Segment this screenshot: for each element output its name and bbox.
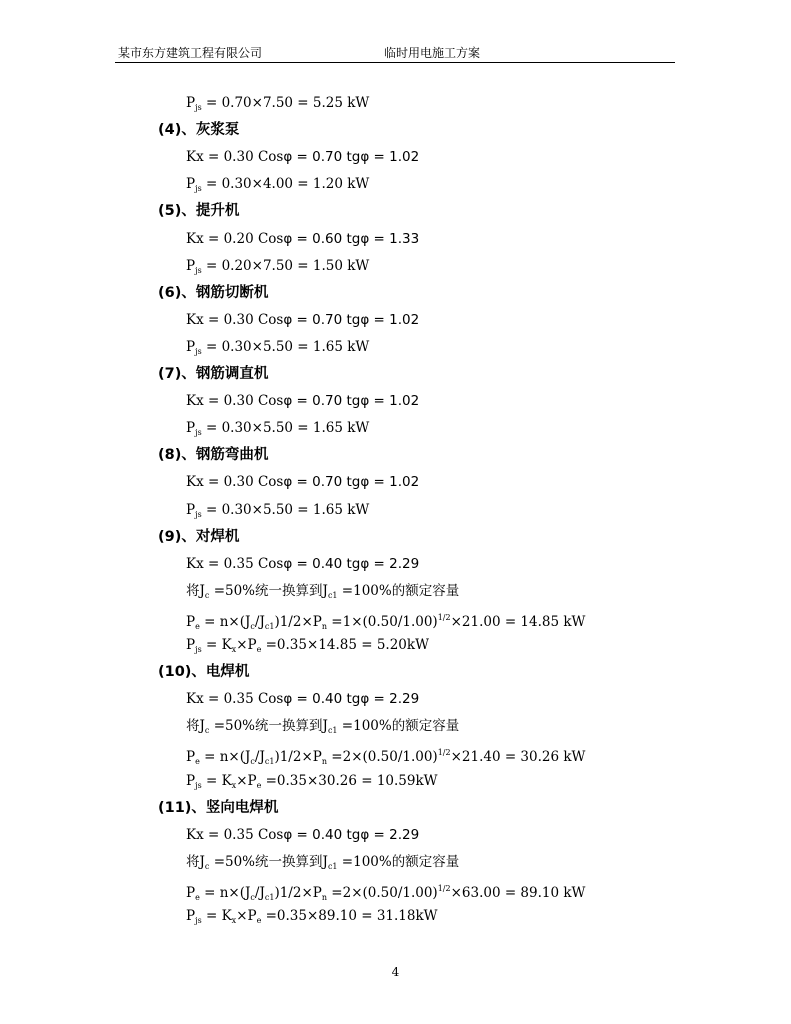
pjs-line [186, 419, 369, 442]
pe-line [186, 880, 585, 907]
formula-text: ×63.00 = 89.10 kW [450, 884, 586, 901]
formula-text: P [186, 257, 196, 274]
superscript: 1/2 [437, 612, 451, 622]
formula-text: = K [201, 908, 232, 924]
subscript: c [204, 726, 210, 736]
subscript: js [195, 428, 202, 438]
formula-text: P [186, 613, 196, 630]
formula-text: = K [201, 637, 232, 653]
formula-text: Kx = 0.30 Cos [186, 393, 284, 410]
pjs-line [186, 338, 369, 361]
formula-text: Kx = 0.35 Cos [186, 826, 284, 843]
page-number: 4 [391, 965, 400, 979]
subscript: js [195, 103, 202, 112]
subscript: c1 [264, 757, 275, 767]
subscript: c [250, 892, 255, 902]
header-rule [115, 62, 675, 63]
subscript: x [231, 780, 237, 790]
formula-text: 将J [186, 582, 205, 599]
kx-line [186, 690, 419, 708]
kx-line [186, 826, 419, 844]
subscript: c1 [264, 892, 275, 902]
formula-text: =100%的额定容量 [337, 853, 460, 870]
formula-text: = 0.70×7.50 = 5.25 kW [201, 95, 370, 111]
formula-text: =50%统一换算到J [209, 853, 328, 870]
pjs-line [186, 501, 369, 524]
formula-text: P [186, 420, 196, 437]
subscript: c1 [264, 621, 275, 631]
subscript: js [195, 265, 202, 275]
formula-text: )1/2×P [274, 749, 322, 766]
subscript: n [321, 757, 327, 767]
section-heading-11: (11)、竖向电焊机 [158, 799, 279, 816]
formula-text: φ = 0.70 tgφ = 1.02 [283, 474, 420, 491]
formula-text: φ = 0.40 tgφ = 2.29 [283, 691, 420, 708]
formula-text: = n×(J [199, 884, 251, 901]
formula-text: Kx = 0.30 Cos [186, 149, 284, 166]
formula-text: P [186, 749, 196, 766]
section-heading-10: (10)、电焊机 [158, 664, 250, 681]
pjs-line [186, 175, 369, 198]
subscript: e [195, 621, 200, 631]
formula-text: ×P [236, 637, 257, 653]
formula-text: =50%统一换算到J [209, 582, 328, 599]
subscript: js [195, 916, 202, 925]
subscript: c [204, 861, 210, 871]
subscript: e [195, 757, 200, 767]
formula-text: )1/2×P [274, 613, 322, 630]
formula-text: φ = 0.70 tgφ = 1.02 [283, 311, 420, 328]
subscript: e [256, 916, 262, 925]
formula-text: )1/2×P [274, 884, 322, 901]
formula-text: =50%统一换算到J [209, 718, 328, 735]
formula-text: Kx = 0.20 Cos [186, 230, 284, 247]
subscript: js [195, 509, 202, 519]
formula-text: ×P [236, 908, 257, 924]
subscript: e [256, 645, 262, 654]
kx-line [186, 230, 419, 248]
formula-text: = 0.30×5.50 = 1.65 kW [201, 420, 370, 437]
kx-line [186, 148, 419, 166]
formula-text: =100%的额定容量 [337, 718, 460, 735]
subscript: c [250, 621, 255, 631]
formula-text: P [186, 338, 196, 355]
formula-text: P [186, 501, 196, 518]
pe-line [186, 744, 585, 771]
formula-text: = 0.20×7.50 = 1.50 kW [201, 257, 370, 274]
formula-text: = 0.30×5.50 = 1.65 kW [201, 338, 370, 355]
conversion-note [186, 853, 459, 876]
subscript: js [195, 645, 202, 654]
kx-line [186, 392, 419, 410]
formula-text: P [186, 95, 196, 111]
formula-text: 将J [186, 853, 205, 870]
header-company: 某市东方建筑工程有限公司 [118, 46, 263, 60]
section-heading-8: (8)、钢筋弯曲机 [158, 447, 269, 464]
formula-text: P [186, 908, 196, 924]
formula-text: =1×(0.50/1.00) [327, 613, 438, 630]
formula-text: 将J [186, 718, 205, 735]
formula-text: =2×(0.50/1.00) [327, 749, 438, 766]
pjs-line [186, 907, 438, 930]
kx-line [186, 473, 419, 491]
formula-text: = 0.30×4.00 = 1.20 kW [201, 176, 370, 193]
section-heading-6: (6)、钢筋切断机 [158, 284, 269, 301]
formula-text: φ = 0.70 tgφ = 1.02 [283, 149, 420, 166]
formula-text: Kx = 0.35 Cos [186, 691, 284, 708]
formula-text: = n×(J [199, 613, 251, 630]
subscript: c1 [327, 861, 338, 871]
formula-text: φ = 0.70 tgφ = 1.02 [283, 393, 420, 410]
superscript: 1/2 [437, 748, 451, 758]
formula-text: = K [201, 772, 232, 789]
subscript: x [231, 645, 237, 654]
formula-text: P [186, 637, 196, 653]
formula-text: =0.35×89.10 = 31.18kW [261, 908, 438, 924]
subscript: e [256, 780, 262, 790]
formula-text: =0.35×14.85 = 5.20kW [261, 637, 429, 653]
section-heading-9: (9)、对焊机 [158, 528, 240, 545]
subscript: n [321, 621, 327, 631]
formula-text: /J [254, 884, 265, 901]
subscript: c [204, 590, 210, 600]
pe-line [186, 609, 585, 636]
formula-text: φ = 0.60 tgφ = 1.33 [283, 230, 420, 247]
formula-text: P [186, 884, 196, 901]
formula-text: Kx = 0.30 Cos [186, 311, 284, 328]
header-title: 临时用电施工方案 [384, 46, 481, 60]
subscript: c1 [327, 726, 338, 736]
section-heading-5: (5)、提升机 [158, 203, 240, 220]
superscript: 1/2 [437, 883, 451, 893]
formula-text: =100%的额定容量 [337, 582, 460, 599]
formula-text: =0.35×30.26 = 10.59kW [261, 772, 438, 789]
conversion-note [186, 582, 459, 605]
formula-text: Kx = 0.30 Cos [186, 474, 284, 491]
formula-text: P [186, 772, 196, 789]
formula-text: Kx = 0.35 Cos [186, 555, 284, 572]
formula-text: =2×(0.50/1.00) [327, 884, 438, 901]
formula-text: = n×(J [199, 749, 251, 766]
pjs-line [186, 636, 429, 659]
formula-text: P [186, 176, 196, 193]
pjs-line [186, 772, 438, 795]
formula-text: /J [254, 613, 265, 630]
conversion-note [186, 717, 459, 740]
section-heading-7: (7)、钢筋调直机 [158, 366, 269, 382]
kx-line [186, 555, 419, 573]
subscript: e [195, 892, 200, 902]
subscript: js [195, 346, 202, 356]
section-heading-4: (4)、灰浆泵 [158, 122, 240, 139]
pjs-line [186, 257, 369, 280]
formula-text: ×21.00 = 14.85 kW [450, 613, 586, 630]
formula-text: ×P [236, 772, 257, 789]
formula-text: /J [254, 749, 265, 766]
subscript: c [250, 757, 255, 767]
subscript: c1 [327, 590, 338, 600]
formula-text: = 0.30×5.50 = 1.65 kW [201, 501, 370, 518]
pjs-line [186, 94, 369, 117]
formula-text: φ = 0.40 tgφ = 2.29 [283, 555, 420, 572]
formula-text: φ = 0.40 tgφ = 2.29 [283, 826, 420, 843]
subscript: x [231, 916, 237, 925]
subscript: js [195, 780, 202, 790]
subscript: js [195, 184, 202, 194]
kx-line [186, 311, 419, 329]
formula-text: ×21.40 = 30.26 kW [450, 749, 586, 766]
subscript: n [321, 892, 327, 902]
